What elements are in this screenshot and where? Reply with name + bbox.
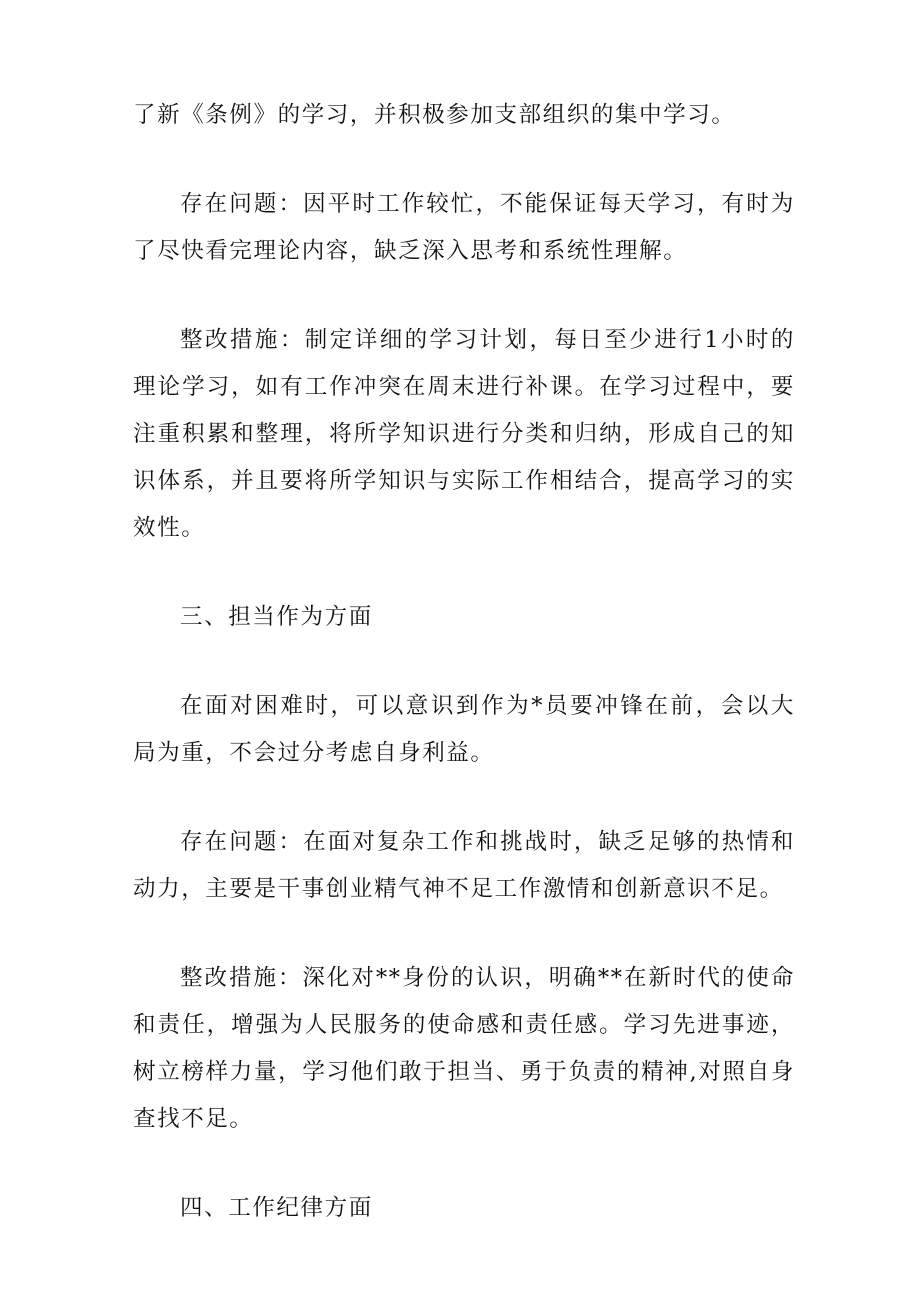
paragraph-study-measures: 整改措施：制定详细的学习计划，每日至少进行1小时的理论学习，如有工作冲突在周末进行补课。在学习过程中，要注重积累和整理，将所学知识进行分类和归纳，形成自己的知识体系，并且要将所学知识与实际工作相结合，提高学习的实效性。 (133, 327, 795, 541)
section-heading-responsibility: 三、担当作为方面 (180, 604, 373, 630)
paragraph-study-problem: 存在问题：因平时工作较忙，不能保证每天学习，有时为了尽快看完理论内容，缺乏深入思考和系统性理解。 (133, 191, 795, 264)
section-heading-discipline: 四、工作纪律方面 (180, 1195, 373, 1221)
paragraph-responsibility-intro: 在面对困难时，可以意识到作为*员要冲锋在前，会以大局为重，不会过分考虑自身利益。 (133, 693, 795, 766)
paragraph-responsibility-problem: 存在问题：在面对复杂工作和挑战时，缺乏足够的热情和动力，主要是干事创业精气神不足工作激情和创新意识不足。 (133, 829, 795, 902)
paragraph-responsibility-measures: 整改措施：深化对**身份的认识，明确**在新时代的使命和责任，增强为人民服务的使命感和责任感。学习先进事迹，树立榜样力量，学习他们敢于担当、勇于负责的精神,对照自身查找不足。 (133, 965, 795, 1132)
document-body (133, 92, 795, 1274)
paragraph-continuation: 了新《条例》的学习，并积极参加支部组织的集中学习。 (133, 102, 736, 128)
